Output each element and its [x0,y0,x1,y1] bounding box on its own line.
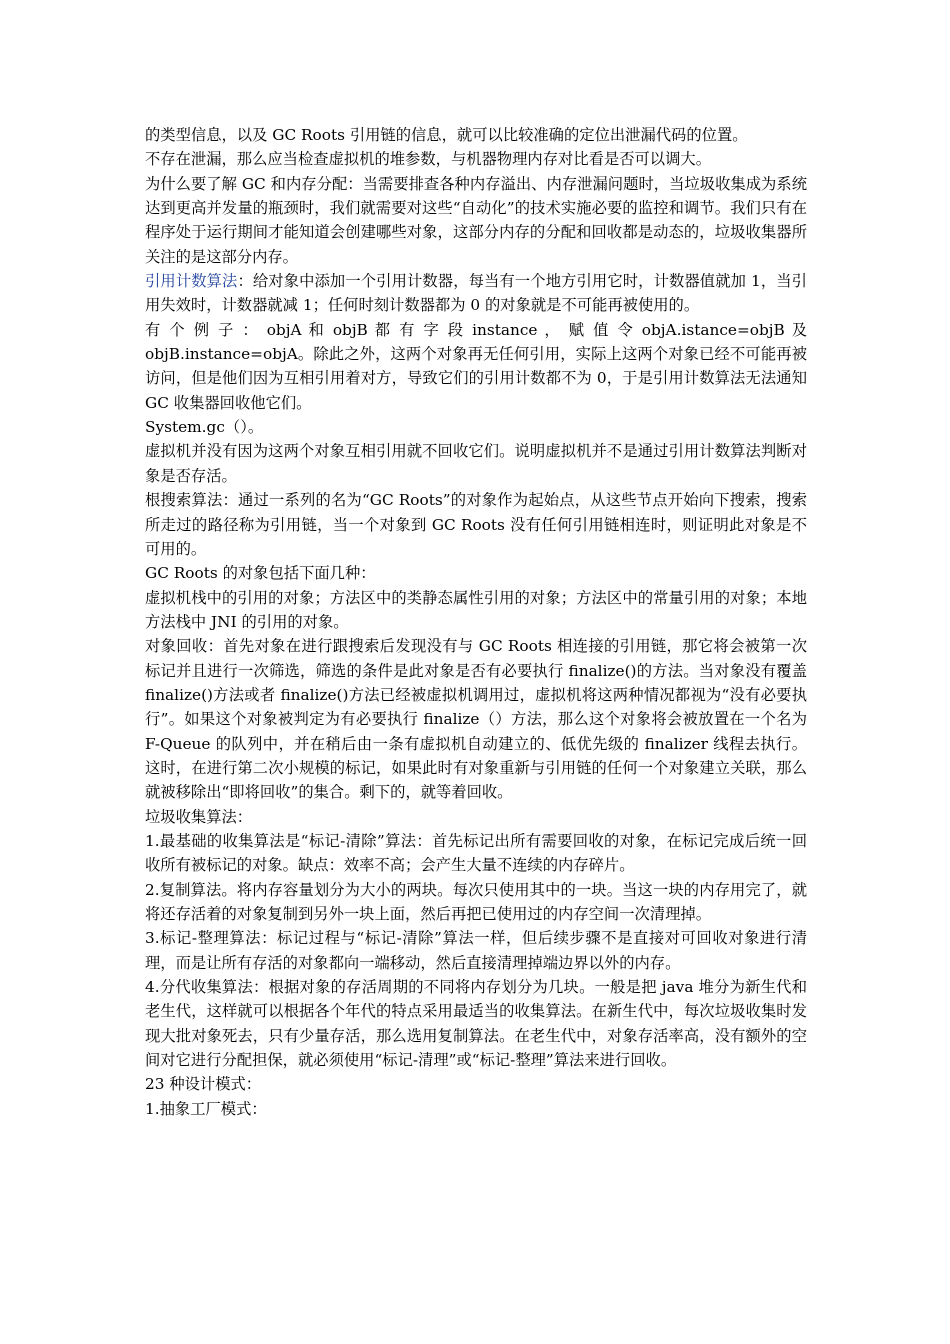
paragraph: 虚拟机并没有因为这两个对象互相引用就不回收它们。说明虚拟机并不是通过引用计数算法判断对象是否存活。 [145,442,807,485]
paragraph: 的类型信息，以及 GC Roots 引用链的信息，就可以比较准确的定位出泄漏代码的位置。 [145,126,748,144]
paragraph: 对象回收：首先对象在进行跟搜索后发现没有与 GC Roots 相连接的引用链，那它将会被第一次标记并且进行一次筛选，筛选的条件是此对象是否有必要执行 finalize()的方法。当对象没有覆盖 finalize()方法或者 finalize()方法已经被虚拟机调用过，虚拟机将这两种情况都视为“没有必要执行”。如果这个对象被判定为有必要执行 finalize（）方法，那么这个对象将会被放置在一个名为 F-Queue 的队列中，并在稍后由一条有虚拟机自动建立的、低优先级的 finalizer 线程去执行。这时，在进行第二次小规模的标记，如果此时有对象重新与引用链的任何一个对象建立关联，那么就被移除出“即将回收”的集合。剩下的，就等着回收。 [145,637,807,802]
paragraph: 不存在泄漏，那么应当检查虚拟机的堆参数，与机器物理内存对比看是否可以调大。 [145,150,711,169]
section-heading: 垃圾收集算法： [145,807,253,826]
document-body [145,123,807,1121]
list-item: 1.最基础的收集算法是“标记-清除”算法：首先标记出所有需要回收的对象，在标记完成后统一回收所有被标记的对象。缺点：效率不高；会产生大量不连续的内存碎片。 [145,831,807,875]
reference-counting-description: ：给对象中添加一个引用计数器，每当有一个地方引用它时，计数器值就加 1，当引用失效时，计数器就减 1；任何时刻计数器都为 0 的对象就是不可能再被使用的。 [145,272,807,315]
list-item: 2.复制算法。将内存容量划分为大小的两块。每次只使用其中的一块。当这一块的内存用完了，就将还存活着的对象复制到另外一块上面，然后再把已使用过的内存空间一次清理掉。 [145,880,807,923]
list-item: 4.分代收集算法：根据对象的存活周期的不同将内存划分为几块。一般是把 java 堆分为新生代和老生代，这样就可以根据各个年代的特点采用最适当的收集算法。在新生代中，每次垃圾收集时发现大批对象死去，只有少量存活，那么选用复制算法。在老生代中，对象存活率高，没有额外的空间对它进行分配担保，就必须使用“标记-清理”或“标记-整理”算法来进行回收。 [145,978,807,1070]
paragraph: 有 个 例 子 ： objA 和 objB 都 有 字 段 instance ， 赋 值 令 objA.istance=objB 及 objB.instance=objA。除此之外，这两个对象再无任何引用，实际上这两个对象已经不可能再被访问，但是他们因为互相引用着对方，导致它们的引用计数都不为 0，于是引用计数算法无法通知 GC 收集器回收他它们。 [145,320,807,412]
paragraph: GC Roots 的对象包括下面几种： [145,564,376,583]
paragraph-reference-counting [145,269,807,318]
list-item: 1.抽象工厂模式： [145,1099,267,1118]
paragraph: 根搜索算法：通过一系列的名为“GC Roots”的对象作为起始点，从这些节点开始向下搜索，搜索所走过的路径称为引用链，当一个对象到 GC Roots 没有任何引用链相连时，则证明此对象是不可用的。 [145,491,807,558]
paragraph: 虚拟机栈中的引用的对象；方法区中的类静态属性引用的对象；方法区中的常量引用的对象；本地方法栈中 JNI 的引用的对象。 [145,588,807,631]
paragraph: System.gc（）。 [145,418,264,437]
reference-counting-term: 引用计数算法 [145,272,238,291]
list-item: 3.标记-整理算法：标记过程与“标记-清除”算法一样，但后续步骤不是直接对可回收对象进行清理，而是让所有存活的对象都向一端移动，然后直接清理掉端边界以外的内存。 [145,929,807,972]
paragraph: 为什么要了解 GC 和内存分配：当需要排查各种内存溢出、内存泄漏问题时，当垃圾收集成为系统达到更高并发量的瓶颈时，我们就需要对这些“自动化”的技术实施必要的监控和调节。我们只有在程序处于运行期间才能知道会创建哪些对象，这部分内存的分配和回收都是动态的，垃圾收集器所关注的是这部分内存。 [145,174,807,266]
section-heading: 23 种设计模式： [145,1075,262,1094]
